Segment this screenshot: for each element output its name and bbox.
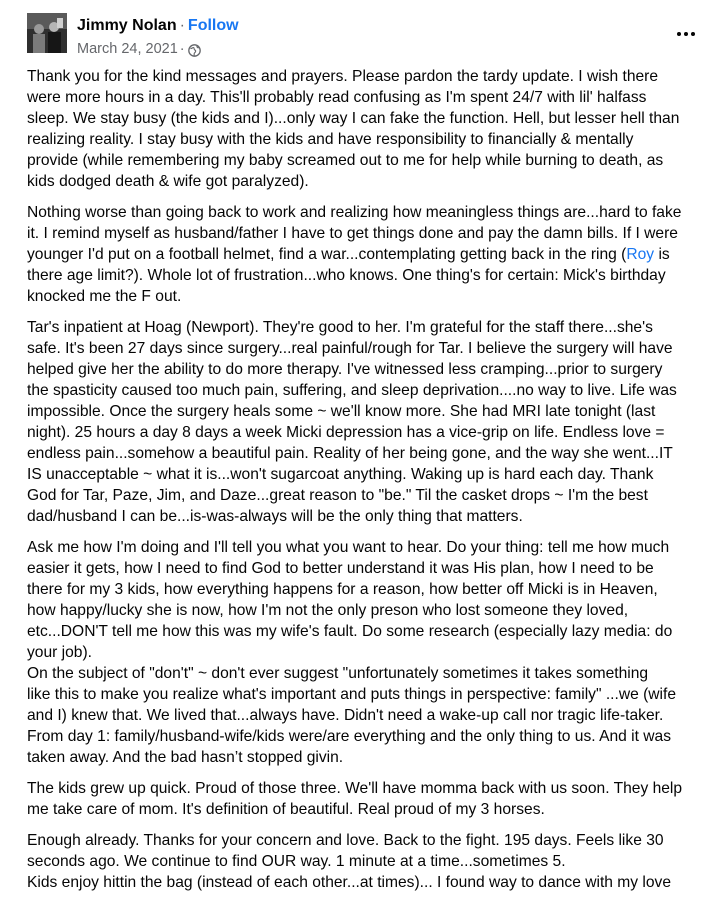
post-text-line: Enough already. Thanks for your concern and love. Back to the fight. 195 days. Feels like 30 <box>27 832 664 849</box>
post-text-line: safe. It's been 27 days since surgery...real painful/rough for Tar. I believe the surgery will have <box>27 340 673 357</box>
mention-after-text: is <box>654 246 670 263</box>
post-text-line: etc...DON'T tell me how this was my wife's fault. Do some research (especially lazy media: do <box>27 623 673 640</box>
post-text-line: sleep. We stay busy (the kids and I)...only way I can fake the function. Hell, but lesser hell than <box>27 110 680 127</box>
post-text-line: kids dodged death & wife got paralyzed). <box>27 173 309 190</box>
date-dot: · <box>179 41 185 57</box>
author-name[interactable]: Jimmy Nolan <box>77 17 177 34</box>
post-text-line: knocked me the F out. <box>27 288 182 305</box>
post-paragraph <box>27 537 727 768</box>
post-text-line: On the subject of "don't" ~ don't ever suggest "unfortunately sometimes it takes something <box>27 665 649 682</box>
follow-button[interactable]: Follow <box>187 17 239 34</box>
post-text-line: and I) knew that. We lived that...always have. Didn't need a wake-up call nor tragic life-taker. <box>27 707 664 724</box>
post-text-line: IS unacceptable ~ what it is...won't sugarcoat anything. Waking up is hard each day. Thank <box>27 466 654 483</box>
post-text-line: impossible. Once the surgery heals some ~ we'll know more. She had MRI late tonight (last <box>27 403 656 420</box>
post-text-line: were more hours in a day. This'll probably read confusing as I'm spent 24/7 with lil' halfass <box>27 89 647 106</box>
post-text-line: your job). <box>27 644 93 661</box>
post-text-line <box>27 244 727 265</box>
post-paragraph <box>27 830 727 893</box>
post-text-line: helped give her the ability to do more therapy. I've witnessed less cramping...prior to surgery <box>27 361 663 378</box>
post-text-line: God for Tar, Paze, Jim, and Daze...great reason to "be." Til the casket drops ~ I'm the best <box>27 487 648 504</box>
more-options-icon[interactable] <box>674 24 698 44</box>
post-paragraph <box>27 317 727 527</box>
post-text-line: Thank you for the kind messages and prayers. Please pardon the tardy update. I wish there <box>27 68 659 85</box>
globe-icon[interactable] <box>188 43 201 56</box>
post-text-line: endless pain...somehow a beautiful pain. Reality of her being gone, and the way she went...IT <box>27 445 673 462</box>
post-text-line: From day 1: family/husband-wife/kids were/are everything and the only thing to us. And it was <box>27 728 672 745</box>
post-text-line: there for my 3 kids, how everything happens for a reason, how better off Micki is in Heaven, <box>27 581 658 598</box>
post-text-line: Nothing worse than going back to work and realizing how meaningless things are...hard to fake <box>27 204 682 221</box>
post-text-line: me take care of mom. It's definition of beautiful. Real proud of my 3 horses. <box>27 801 545 818</box>
post-date[interactable]: March 24, 2021 <box>77 41 178 57</box>
post-text-line: how happy/lucky she is now, how I'm not the only preson who lost someone they loved, <box>27 602 629 619</box>
post-text-line: taken away. And the bad hasn’t stopped givin. <box>27 749 344 766</box>
post-body <box>27 66 727 903</box>
author-row <box>77 16 239 36</box>
post-text-line: provide (while remembering my baby screamed out to me for help while burning to death, as <box>27 152 664 169</box>
post-text-line: it. I remind myself as husband/father I have to get things done and pay the damn bills. If I were <box>27 225 678 242</box>
mention-before-text: younger I'd put on a football helmet, find a war...contemplating getting back in the ring ( <box>27 246 627 263</box>
post-text-line: The kids grew up quick. Proud of those three. We'll have momma back with us soon. They help <box>27 780 683 797</box>
post-text-line: seconds ago. We continue to find OUR way. 1 minute at a time...sometimes 5. <box>27 853 566 870</box>
post-text-line: night). 25 hours a day 8 days a week Micki depression has a vice-grip on life. Endless love = <box>27 424 665 441</box>
author-avatar[interactable] <box>27 13 67 53</box>
post-header <box>27 13 239 59</box>
post-text-line: realizing reality. I stay busy with the kids and have responsibility to financially & mentally <box>27 131 634 148</box>
post-text-line: Kids enjoy hittin the bag (instead of each other...at times)... I found way to dance with my love <box>27 874 672 891</box>
post-text-line: easier it gets, how I need to find God to better understand it was His plan, how I need to be <box>27 560 654 577</box>
post-text-line: dad/husband I can be...is-was-always will be the only thing that matters. <box>27 508 523 525</box>
post-meta <box>77 16 239 59</box>
post-paragraph <box>27 66 727 192</box>
post-text-line: Ask me how I'm doing and I'll tell you what you want to hear. Do your thing: tell me how much <box>27 539 670 556</box>
post-paragraph <box>27 202 727 307</box>
post-text-line: there age limit?). Whole lot of frustration...who knows. One thing's for certain: Mick's birthday <box>27 267 666 284</box>
mention-link[interactable]: Roy <box>626 246 655 263</box>
post-text-line: Tar's inpatient at Hoag (Newport). They're good to her. I'm grateful for the staff there...she's <box>27 319 653 336</box>
post-paragraph <box>27 778 727 820</box>
date-row <box>77 39 239 59</box>
post-text-line: like this to make you realize what's important and puts things in perspective: family" ...we (wife <box>27 686 677 703</box>
name-separator: · <box>179 17 185 34</box>
post-text-line: the spasticity caused too much pain, suffering, and sleep deprivation....no way to live. Life was <box>27 382 677 399</box>
